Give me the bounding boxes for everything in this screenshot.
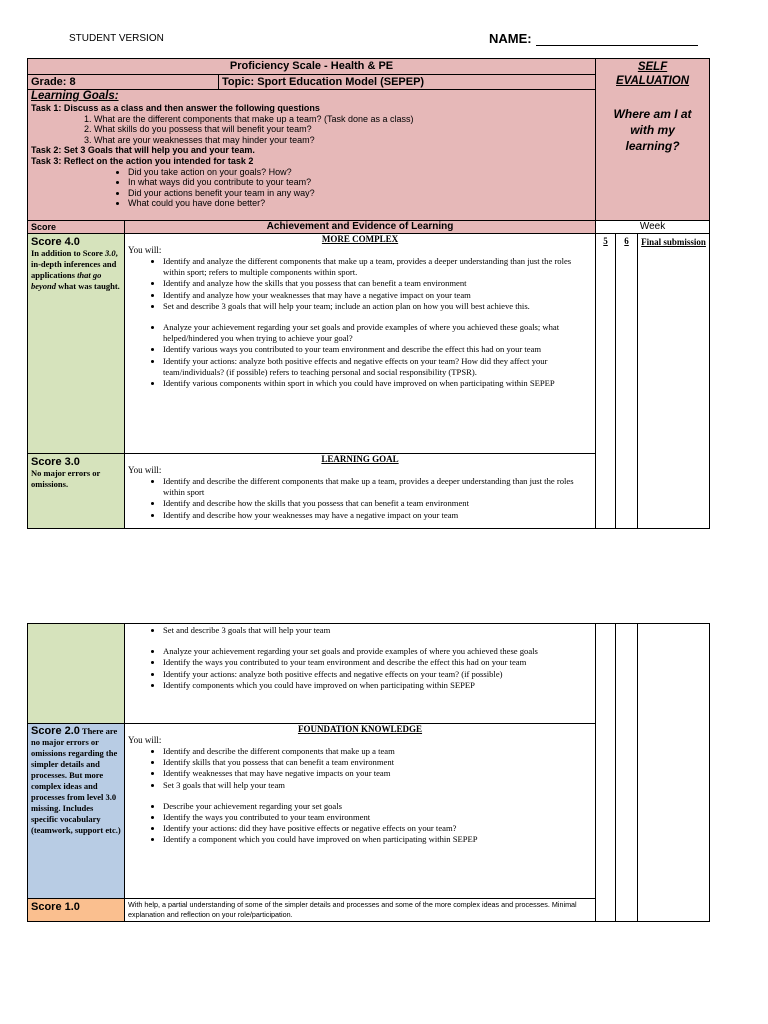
- score-4-title: Score 4.0: [31, 236, 80, 248]
- learning-goals-heading: Learning Goals:: [31, 90, 119, 102]
- list-item: • What could you have done better?: [128, 198, 595, 209]
- score-4-cell: [28, 234, 125, 454]
- you-will-label: You will:: [128, 735, 162, 745]
- score-3-continued-cell: [28, 624, 125, 724]
- score-4-description: In addition to Score 3.0, in-depth inferences and applications that go beyond what was taught.: [31, 248, 120, 291]
- more-complex-heading: MORE COMPLEX: [321, 234, 399, 244]
- task-1: Task 1: Discuss as a class and then answer the following questions: [31, 103, 320, 113]
- list-item: • Set 3 goals that will help your team: [163, 780, 595, 791]
- list-item: • Did your actions benefit your team in any way?: [128, 188, 595, 199]
- list-item: • Identify a component which you could have improved on when participating within SEPEP: [163, 834, 595, 845]
- list-item: • Did you take action on your goals? How?: [128, 167, 595, 178]
- score-3-list-cont-a: [125, 624, 595, 636]
- list-item: 3. What are your weaknesses that may hinder your team?: [94, 135, 595, 146]
- task-3: Task 3: Reflect on the action you intended for task 2: [31, 155, 254, 166]
- score-4-evidence: [125, 234, 596, 454]
- proficiency-table-bottom: [27, 623, 710, 922]
- learning-goals-cell: [28, 90, 596, 221]
- self-eval-title-1: SELF: [637, 61, 668, 73]
- name-label: NAME:: [489, 31, 532, 46]
- week-5-cell[interactable]: 5: [596, 234, 616, 529]
- achievement-column-header: Achievement and Evidence of Learning: [125, 221, 596, 234]
- score-1-description: With help, a partial understanding of some of the simpler details and processes and some of the more complex ideas and processes. Minimal explanation and reflection on your role/participation.: [125, 899, 596, 922]
- score-3-evidence: [125, 454, 596, 529]
- task-3-questions: [28, 167, 595, 209]
- list-item: • Analyze your achievement regarding your set goals and provide examples of where you achieved these goals: [163, 646, 595, 657]
- you-will-label: You will:: [128, 245, 162, 255]
- week-6-cell[interactable]: 6: [616, 234, 638, 529]
- proficiency-table-top: [27, 58, 710, 529]
- score-4-list-b: [125, 322, 595, 389]
- score-2-description: Score 2.0 There are no major errors or omissions regarding the simpler details and processes. But more complex ideas and processes from level 3.0 missing. Includes specific vocabulary (teamwork, support etc.): [31, 725, 121, 835]
- list-item: • Identify your actions: analyze both positive effects and negative effects on your team? (if possible): [163, 669, 595, 680]
- learning-goal-heading: LEARNING GOAL: [321, 454, 399, 464]
- list-item: • Identify and describe how your weaknesses may have a negative impact on your team: [163, 510, 595, 521]
- final-submission-cell-2[interactable]: [638, 624, 710, 922]
- list-item: • Identify components which you could have improved on when participating within SEPEP: [163, 680, 595, 691]
- list-item: • Identify and analyze the different components that make up a team, provides a deeper understanding than just the roles within sport; refers to multiple components within sport.: [163, 256, 595, 278]
- list-item: • Identify and describe the different components that make up a team, provides a deeper understanding than just the roles within sport: [163, 476, 595, 498]
- list-item: • Set and describe 3 goals that will help your team: [163, 625, 595, 636]
- score-3-title: Score 3.0: [31, 456, 80, 468]
- list-item: • Identify and analyze how your weaknesses that may have a negative impact on your team: [163, 290, 595, 301]
- list-item: • Identify and describe how the skills that you possess that can benefit a team environment: [163, 498, 595, 509]
- student-version-label: STUDENT VERSION: [69, 33, 164, 44]
- list-item: • In what ways did you contribute to your team?: [128, 177, 595, 188]
- list-item: • Describe your achievement regarding your set goals: [163, 801, 595, 812]
- grade-label: Grade: 8: [28, 75, 219, 90]
- week-5-cell-2[interactable]: [596, 624, 616, 922]
- score-2-list-b: [125, 801, 595, 846]
- list-item: • Identify and analyze how the skills that you possess that can benefit a team environment: [163, 278, 595, 289]
- score-4-list-a: [125, 256, 595, 312]
- final-submission-cell[interactable]: Final submission: [638, 234, 710, 529]
- self-eval-title-2: EVALUATION: [616, 75, 690, 87]
- self-eval-question: Where am I at with my learning?: [613, 107, 692, 153]
- score-1-cell: [28, 899, 125, 922]
- task-2: Task 2: Set 3 Goals that will help you and your team.: [31, 145, 255, 156]
- list-item: 2. What skills do you possess that will benefit your team?: [94, 124, 595, 135]
- score-2-cell: [28, 724, 125, 899]
- list-item: • Identify skills that you possess that can benefit a team environment: [163, 757, 595, 768]
- score-column-header: Score: [28, 221, 125, 234]
- score-2-title: Score 2.0: [31, 725, 80, 737]
- score-3-cell: [28, 454, 125, 529]
- self-evaluation-cell: [596, 59, 710, 221]
- score-3-evidence-continued: [125, 624, 596, 724]
- list-item: • Set and describe 3 goals that will help your team; include an action plan on how you will best achieve this.: [163, 301, 595, 312]
- list-item: • Identify various ways you contributed to your team environment and describe the effect this had on your team: [163, 344, 595, 355]
- score-2-evidence: [125, 724, 596, 899]
- scale-title: Proficiency Scale - Health & PE: [28, 59, 596, 75]
- list-item: 1. What are the different components that make up a team? (Task done as a class): [94, 114, 595, 125]
- score-3-list-a: [125, 476, 595, 521]
- list-item: • Identify your actions: did they have positive effects or negative effects on your team?: [163, 823, 595, 834]
- list-item: • Identify various components within sport in which you could have improved on when participating within SEPEP: [163, 378, 595, 389]
- list-item: • Identify weaknesses that may have negative impacts on your team: [163, 768, 595, 779]
- list-item: • Identify your actions: analyze both positive effects and negative effects on your team? How did they affect your team/individuals? (if possible) refers to teaching personal and social responsibility (TPSR).: [163, 356, 595, 378]
- list-item: • Identify the ways you contributed to your team environment: [163, 812, 595, 823]
- score-2-list-a: [125, 746, 595, 791]
- list-item: • Analyze your achievement regarding your set goals and provide examples of where you achieved these goals; what helped/hindered you when trying to achieve your goal?: [163, 322, 595, 344]
- list-item: • Identify the ways you contributed to your team environment and describe the effect this had on your team: [163, 657, 595, 668]
- name-field[interactable]: [489, 31, 698, 46]
- name-blank-line[interactable]: [536, 34, 698, 46]
- you-will-label: You will:: [128, 465, 162, 475]
- week-column-header: Week: [596, 221, 710, 234]
- foundation-knowledge-heading: FOUNDATION KNOWLEDGE: [297, 724, 423, 734]
- task-1-questions: [28, 114, 595, 146]
- topic-label: Topic: Sport Education Model (SEPEP): [219, 75, 596, 90]
- week-6-cell-2[interactable]: [616, 624, 638, 922]
- score-1-title: Score 1.0: [31, 901, 80, 913]
- score-3-list-cont-b: [125, 646, 595, 691]
- score-3-description: No major errors or omissions.: [31, 468, 101, 489]
- list-item: • Identify and describe the different components that make up a team: [163, 746, 595, 757]
